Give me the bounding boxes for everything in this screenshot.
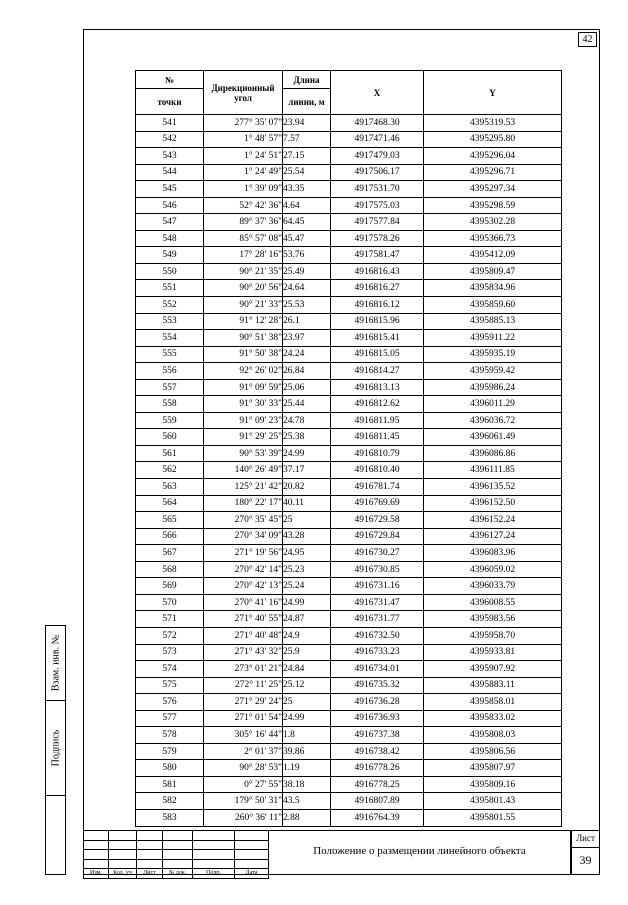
table-row — [136, 247, 562, 264]
cell-point-no: 558 — [136, 396, 204, 413]
cell-angle: 272° 11' 25" — [204, 677, 283, 694]
cell-point-no: 547 — [136, 214, 204, 231]
cell-angle: 17° 28' 16" — [204, 247, 283, 264]
cell-x: 4916815.41 — [331, 330, 424, 347]
cell-y: 4395983.56 — [424, 611, 562, 628]
table-row — [136, 661, 562, 678]
table-body — [136, 115, 562, 827]
cell-point-no: 567 — [136, 545, 204, 562]
cell-angle: 85° 57' 08" — [204, 230, 283, 247]
table-row — [136, 710, 562, 727]
side-label-vzam: Взам. инв. № — [50, 634, 61, 692]
page-number: 42 — [578, 32, 597, 47]
cell-length: 25.49 — [283, 263, 331, 280]
cell-angle: 90° 20' 56" — [204, 280, 283, 297]
sheet-number: 39 — [579, 853, 592, 867]
cell-point-no: 570 — [136, 594, 204, 611]
cell-angle: 260° 36' 11" — [204, 809, 283, 826]
side-cell-podpis — [46, 701, 65, 796]
header-x: X — [331, 71, 424, 115]
cell-point-no: 576 — [136, 694, 204, 711]
cell-length: 24.87 — [283, 611, 331, 628]
cell-x: 4916781.74 — [331, 479, 424, 496]
cell-y: 4395809.16 — [424, 776, 562, 793]
cell-y: 4395302.28 — [424, 214, 562, 231]
stamp-col-podp: Подп. — [193, 869, 235, 879]
cell-point-no: 557 — [136, 379, 204, 396]
table-row — [136, 280, 562, 297]
cell-length: 24.64 — [283, 280, 331, 297]
cell-point-no: 569 — [136, 578, 204, 595]
cell-length: 53.76 — [283, 247, 331, 264]
cell-y: 4395801.43 — [424, 793, 562, 810]
cell-angle: 1° 39' 09" — [204, 181, 283, 198]
cell-x: 4916812.62 — [331, 396, 424, 413]
stamp-col-date: Дата — [235, 869, 269, 879]
cell-length: 64.45 — [283, 214, 331, 231]
cell-length: 26.1 — [283, 313, 331, 330]
cell-point-no: 542 — [136, 131, 204, 148]
cell-x: 4916738.42 — [331, 743, 424, 760]
cell-x: 4916810.79 — [331, 445, 424, 462]
cell-y: 4396033.79 — [424, 578, 562, 595]
cell-x: 4916816.27 — [331, 280, 424, 297]
cell-angle: 140° 26' 49" — [204, 462, 283, 479]
table-row — [136, 445, 562, 462]
cell-length: 27.15 — [283, 148, 331, 165]
cell-length: 25.06 — [283, 379, 331, 396]
cell-length: 25.38 — [283, 429, 331, 446]
table-row — [136, 594, 562, 611]
cell-x: 4916730.27 — [331, 545, 424, 562]
cell-point-no: 554 — [136, 330, 204, 347]
cell-length: 24.99 — [283, 594, 331, 611]
cell-length: 43.5 — [283, 793, 331, 810]
cell-point-no: 572 — [136, 627, 204, 644]
cell-y: 4395935.19 — [424, 346, 562, 363]
cell-x: 4916815.05 — [331, 346, 424, 363]
cell-x: 4916729.58 — [331, 512, 424, 529]
cell-length: 2.88 — [283, 809, 331, 826]
cell-angle: 91° 30' 33" — [204, 396, 283, 413]
cell-y: 4396127.24 — [424, 528, 562, 545]
cell-x: 4917471.46 — [331, 131, 424, 148]
cell-y: 4396036.72 — [424, 412, 562, 429]
cell-length: 43.35 — [283, 181, 331, 198]
cell-angle: 1° 48' 57" — [204, 131, 283, 148]
cell-angle: 271° 01' 54" — [204, 710, 283, 727]
table-row — [136, 694, 562, 711]
cell-angle: 270° 42' 14" — [204, 561, 283, 578]
cell-length: 43.28 — [283, 528, 331, 545]
cell-x: 4916778.25 — [331, 776, 424, 793]
cell-x: 4916816.12 — [331, 297, 424, 314]
cell-y: 4395412.09 — [424, 247, 562, 264]
cell-y: 4395958.70 — [424, 627, 562, 644]
cell-angle: 270° 41' 16" — [204, 594, 283, 611]
cell-point-no: 575 — [136, 677, 204, 694]
cell-point-no: 568 — [136, 561, 204, 578]
cell-length: 25.9 — [283, 644, 331, 661]
cell-length: 25.44 — [283, 396, 331, 413]
cell-y: 4396152.50 — [424, 495, 562, 512]
table-row — [136, 611, 562, 628]
cell-x: 4916807.89 — [331, 793, 424, 810]
cell-length: 1.8 — [283, 727, 331, 744]
cell-length: 45.47 — [283, 230, 331, 247]
cell-angle: 270° 34' 09" — [204, 528, 283, 545]
table-row — [136, 528, 562, 545]
cell-point-no: 571 — [136, 611, 204, 628]
cell-x: 4916734.01 — [331, 661, 424, 678]
cell-length: 25.12 — [283, 677, 331, 694]
cell-point-no: 553 — [136, 313, 204, 330]
cell-length: 20.82 — [283, 479, 331, 496]
cell-x: 4916736.93 — [331, 710, 424, 727]
cell-point-no: 552 — [136, 297, 204, 314]
cell-length: 25 — [283, 694, 331, 711]
stamp-col-doc-no: № док. — [163, 869, 193, 879]
cell-angle: 179° 50' 31" — [204, 793, 283, 810]
cell-y: 4396111.85 — [424, 462, 562, 479]
header-y: Y — [424, 71, 562, 115]
cell-x: 4916811.95 — [331, 412, 424, 429]
revision-stamp-table — [83, 830, 269, 879]
table-row — [136, 379, 562, 396]
cell-y: 4396083.96 — [424, 545, 562, 562]
cell-length: 38.18 — [283, 776, 331, 793]
cell-angle: 52° 42' 36" — [204, 197, 283, 214]
cell-x: 4916814.27 — [331, 363, 424, 380]
cell-length: 7.57 — [283, 131, 331, 148]
cell-angle: 180° 22' 17" — [204, 495, 283, 512]
cell-y: 4396135.52 — [424, 479, 562, 496]
table-row — [136, 495, 562, 512]
table-row — [136, 181, 562, 198]
cell-length: 25 — [283, 512, 331, 529]
cell-length: 24.24 — [283, 346, 331, 363]
table-row — [136, 330, 562, 347]
cell-y: 4395296.04 — [424, 148, 562, 165]
document-title: Положение о размещении линейного объекта — [268, 830, 571, 875]
table-row — [136, 545, 562, 562]
cell-y: 4395858.01 — [424, 694, 562, 711]
cell-x: 4916733.23 — [331, 644, 424, 661]
table-row — [136, 148, 562, 165]
cell-x: 4916736.28 — [331, 694, 424, 711]
cell-x: 4916731.77 — [331, 611, 424, 628]
cell-y: 4396059.02 — [424, 561, 562, 578]
cell-length: 24.9 — [283, 627, 331, 644]
cell-angle: 89° 37' 36" — [204, 214, 283, 231]
cell-point-no: 574 — [136, 661, 204, 678]
cell-angle: 271° 43' 32" — [204, 644, 283, 661]
cell-point-no: 546 — [136, 197, 204, 214]
cell-length: 25.54 — [283, 164, 331, 181]
table-row — [136, 429, 562, 446]
cell-angle: 271° 40' 55" — [204, 611, 283, 628]
cell-angle: 90° 21' 35" — [204, 263, 283, 280]
cell-y: 4395885.13 — [424, 313, 562, 330]
header-point-no-top: № — [136, 71, 204, 89]
cell-x: 4916810.40 — [331, 462, 424, 479]
table-row — [136, 677, 562, 694]
table-row — [136, 412, 562, 429]
cell-point-no: 583 — [136, 809, 204, 826]
cell-x: 4916764.39 — [331, 809, 424, 826]
cell-length: 26.84 — [283, 363, 331, 380]
cell-x: 4916729.84 — [331, 528, 424, 545]
cell-angle: 273° 01' 21" — [204, 661, 283, 678]
header-point-no-bottom: точки — [136, 89, 204, 115]
header-length-bottom: линии, м — [283, 89, 331, 115]
cell-point-no: 556 — [136, 363, 204, 380]
cell-y: 4395366.73 — [424, 230, 562, 247]
table-row — [136, 214, 562, 231]
sheet-box — [571, 830, 600, 875]
cell-x: 4916730.85 — [331, 561, 424, 578]
cell-x: 4916732.50 — [331, 627, 424, 644]
cell-point-no: 573 — [136, 644, 204, 661]
cell-y: 4395809.47 — [424, 263, 562, 280]
header-length-top: Длина — [283, 71, 331, 89]
cell-point-no: 541 — [136, 115, 204, 132]
cell-y: 4395297.34 — [424, 181, 562, 198]
cell-x: 4916811.45 — [331, 429, 424, 446]
cell-length: 37.17 — [283, 462, 331, 479]
cell-x: 4916735.32 — [331, 677, 424, 694]
cell-y: 4395959.42 — [424, 363, 562, 380]
table-row — [136, 644, 562, 661]
table-row — [136, 512, 562, 529]
cell-point-no: 562 — [136, 462, 204, 479]
cell-y: 4396011.29 — [424, 396, 562, 413]
title-block — [83, 830, 600, 875]
cell-angle: 271° 29' 24" — [204, 694, 283, 711]
table-row — [136, 743, 562, 760]
cell-x: 4917531.70 — [331, 181, 424, 198]
cell-length: 25.23 — [283, 561, 331, 578]
table-row — [136, 793, 562, 810]
cell-point-no: 565 — [136, 512, 204, 529]
cell-y: 4395295.80 — [424, 131, 562, 148]
table-row — [136, 230, 562, 247]
table-row — [136, 479, 562, 496]
cell-length: 40.11 — [283, 495, 331, 512]
cell-y: 4395319.53 — [424, 115, 562, 132]
cell-length: 23.97 — [283, 330, 331, 347]
cell-y: 4395298.59 — [424, 197, 562, 214]
cell-length: 24.99 — [283, 445, 331, 462]
table-row — [136, 131, 562, 148]
cell-length: 1.19 — [283, 760, 331, 777]
cell-point-no: 581 — [136, 776, 204, 793]
cell-point-no: 580 — [136, 760, 204, 777]
table-row — [136, 578, 562, 595]
cell-x: 4916731.16 — [331, 578, 424, 595]
table-row — [136, 809, 562, 826]
cell-point-no: 559 — [136, 412, 204, 429]
cell-y: 4395834.96 — [424, 280, 562, 297]
cell-y: 4395883.11 — [424, 677, 562, 694]
cell-angle: 91° 09' 59" — [204, 379, 283, 396]
cell-point-no: 579 — [136, 743, 204, 760]
cell-y: 4396086.86 — [424, 445, 562, 462]
sheet-divider — [572, 847, 599, 848]
cell-angle: 92° 26' 02" — [204, 363, 283, 380]
table-row — [136, 115, 562, 132]
side-label-podpis: Подпись — [50, 729, 61, 767]
cell-angle: 90° 28' 53" — [204, 760, 283, 777]
table-row — [136, 164, 562, 181]
cell-point-no: 566 — [136, 528, 204, 545]
table-row — [136, 263, 562, 280]
cell-angle: 270° 35' 45" — [204, 512, 283, 529]
cell-y: 4396008.55 — [424, 594, 562, 611]
stamp-col-kol-uch: Кол. уч — [109, 869, 137, 879]
cell-angle: 125° 21' 42" — [204, 479, 283, 496]
cell-y: 4395806.56 — [424, 743, 562, 760]
cell-y: 4395986.24 — [424, 379, 562, 396]
cell-point-no: 545 — [136, 181, 204, 198]
cell-angle: 91° 29' 25" — [204, 429, 283, 446]
cell-angle: 0° 27' 55" — [204, 776, 283, 793]
cell-x: 4917575.03 — [331, 197, 424, 214]
cell-angle: 90° 53' 39" — [204, 445, 283, 462]
cell-angle: 90° 21' 33" — [204, 297, 283, 314]
cell-y: 4395907.92 — [424, 661, 562, 678]
table-row — [136, 627, 562, 644]
table-row — [136, 346, 562, 363]
cell-length: 25.53 — [283, 297, 331, 314]
table-row — [136, 297, 562, 314]
cell-y: 4396152.24 — [424, 512, 562, 529]
cell-y: 4395933.81 — [424, 644, 562, 661]
cell-length: 25.24 — [283, 578, 331, 595]
cell-angle: 271° 19' 56" — [204, 545, 283, 562]
cell-length: 24.84 — [283, 661, 331, 678]
cell-x: 4916737.38 — [331, 727, 424, 744]
cell-point-no: 578 — [136, 727, 204, 744]
sheet-label: Лист — [576, 833, 595, 843]
cell-angle: 1° 24' 49" — [204, 164, 283, 181]
cell-y: 4395807.97 — [424, 760, 562, 777]
cell-angle: 270° 42' 13" — [204, 578, 283, 595]
cell-x: 4916813.13 — [331, 379, 424, 396]
cell-point-no: 555 — [136, 346, 204, 363]
cell-point-no: 548 — [136, 230, 204, 247]
cell-length: 24.99 — [283, 710, 331, 727]
cell-x: 4917577.84 — [331, 214, 424, 231]
cell-y: 4395808.03 — [424, 727, 562, 744]
cell-point-no: 550 — [136, 263, 204, 280]
cell-angle: 305° 16' 44" — [204, 727, 283, 744]
table-row — [136, 760, 562, 777]
table-row — [136, 396, 562, 413]
side-cell-vzam — [46, 626, 65, 701]
stamp-col-list: Лист — [137, 869, 163, 879]
cell-point-no: 551 — [136, 280, 204, 297]
cell-angle: 2° 01' 37" — [204, 743, 283, 760]
cell-x: 4917581.47 — [331, 247, 424, 264]
cell-angle: 91° 50' 38" — [204, 346, 283, 363]
cell-x: 4916731.47 — [331, 594, 424, 611]
cell-y: 4395859.60 — [424, 297, 562, 314]
cell-x: 4916778.26 — [331, 760, 424, 777]
cell-angle: 271° 40' 48" — [204, 627, 283, 644]
table-row — [136, 561, 562, 578]
table-row — [136, 776, 562, 793]
cell-angle: 90° 51' 38" — [204, 330, 283, 347]
cell-y: 4395911.22 — [424, 330, 562, 347]
cell-x: 4917479.03 — [331, 148, 424, 165]
cell-point-no: 549 — [136, 247, 204, 264]
cell-y: 4396061.49 — [424, 429, 562, 446]
cell-point-no: 561 — [136, 445, 204, 462]
cell-x: 4917506.17 — [331, 164, 424, 181]
cell-point-no: 564 — [136, 495, 204, 512]
cell-length: 39.86 — [283, 743, 331, 760]
cell-point-no: 563 — [136, 479, 204, 496]
cell-angle: 277° 35' 07" — [204, 115, 283, 132]
cell-angle: 91° 09' 23" — [204, 412, 283, 429]
cell-point-no: 577 — [136, 710, 204, 727]
table-row — [136, 363, 562, 380]
cell-x: 4917468.30 — [331, 115, 424, 132]
cell-angle: 91° 12' 28" — [204, 313, 283, 330]
cell-x: 4916816.43 — [331, 263, 424, 280]
cell-x: 4916815.96 — [331, 313, 424, 330]
cell-y: 4395833.02 — [424, 710, 562, 727]
cell-length: 23.94 — [283, 115, 331, 132]
cell-x: 4917578.26 — [331, 230, 424, 247]
cell-y: 4395801.55 — [424, 809, 562, 826]
cell-point-no: 543 — [136, 148, 204, 165]
table-row — [136, 197, 562, 214]
cell-angle: 1° 24' 51" — [204, 148, 283, 165]
cell-x: 4916769.69 — [331, 495, 424, 512]
stamp-col-izm: Изм. — [84, 869, 109, 879]
header-angle: Дирекционный угол — [204, 71, 283, 115]
cell-point-no: 544 — [136, 164, 204, 181]
cell-length: 24.78 — [283, 412, 331, 429]
cell-y: 4395296.71 — [424, 164, 562, 181]
cell-point-no: 560 — [136, 429, 204, 446]
table-row — [136, 727, 562, 744]
table-row — [136, 313, 562, 330]
cell-length: 24.95 — [283, 545, 331, 562]
side-stamp — [45, 625, 66, 875]
cell-point-no: 582 — [136, 793, 204, 810]
table-row — [136, 462, 562, 479]
cell-length: 4.64 — [283, 197, 331, 214]
coordinates-table — [135, 70, 562, 827]
